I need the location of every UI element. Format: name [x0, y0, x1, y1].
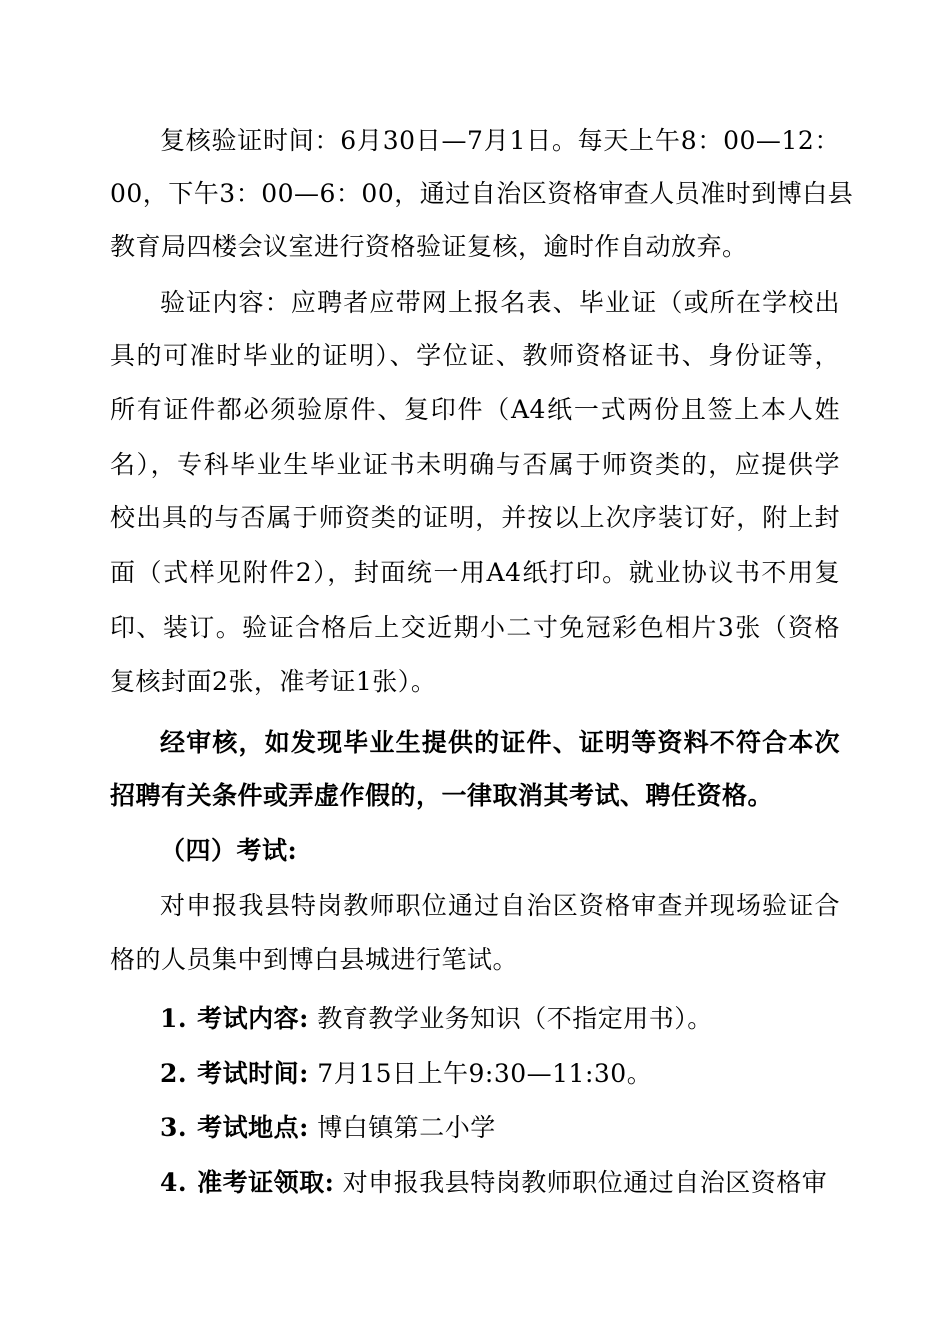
item-number: 2. [160, 1059, 188, 1088]
item-text: 7月15日上午9:30—11:30。 [317, 1059, 653, 1088]
verification-content-line-2: 具的可准时毕业的证明）、学位证、教师资格证书、身份证等， [110, 341, 840, 370]
item-number: 3. [160, 1113, 188, 1142]
item-label: 考试时间: [197, 1059, 309, 1088]
item-text: 博白镇第二小学 [317, 1113, 496, 1142]
item-label: 考试地点: [197, 1113, 309, 1142]
verification-time-line-1: 复核验证时间：6月30日—7月1日。每天上午8：00—12： [160, 126, 840, 155]
item-text: 教育教学业务知识（不指定用书）。 [317, 1004, 713, 1033]
item-label: 准考证领取: [197, 1168, 335, 1197]
verification-content-line-7: 印、装订。验证合格后上交近期小二寸免冠彩色相片3张（资格 [110, 613, 840, 642]
section-heading-exam: （四）考试: [160, 836, 298, 865]
item-number: 1. [160, 1004, 188, 1033]
verification-content-line-4: 名），专科毕业生毕业证书未明确与否属于师资类的，应提供学 [110, 450, 840, 479]
verification-content-line-6: 面（式样见附件2），封面统一用A4纸打印。就业协议书不用复 [110, 558, 840, 587]
exam-item-2 [160, 1058, 840, 1090]
item-text: 对申报我县特岗教师职位通过自治区资格审 [342, 1168, 828, 1197]
verification-content-line-1: 验证内容：应聘者应带网上报名表、毕业证（或所在学校出 [160, 288, 840, 317]
verification-content-line-3: 所有证件都必须验原件、复印件（A4纸一式两份且签上本人姓 [110, 395, 840, 424]
item-number: 4. [160, 1168, 188, 1197]
exam-intro-line-1: 对申报我县特岗教师职位通过自治区资格审查并现场验证合 [160, 891, 840, 920]
verification-time-line-3: 教育局四楼会议室进行资格验证复核，逾时作自动放弃。 [110, 232, 748, 261]
verification-content-line-5: 校出具的与否属于师资类的证明，并按以上次序装订好，附上封 [110, 503, 840, 532]
item-label: 考试内容: [197, 1004, 309, 1033]
verification-time-line-2: 00，下午3：00—6：00，通过自治区资格审查人员准时到博白县 [110, 179, 854, 208]
exam-item-4 [160, 1167, 840, 1199]
warning-line-2: 招聘有关条件或弄虚作假的，一律取消其考试、聘任资格。 [110, 781, 774, 810]
exam-intro-line-2: 格的人员集中到博白县城进行笔试。 [110, 945, 519, 974]
exam-item-1 [160, 1003, 840, 1035]
exam-item-3 [160, 1112, 840, 1144]
verification-content-line-8: 复核封面2张，准考证1张）。 [110, 667, 437, 696]
warning-line-1: 经审核，如发现毕业生提供的证件、证明等资料不符合本次 [160, 728, 840, 757]
